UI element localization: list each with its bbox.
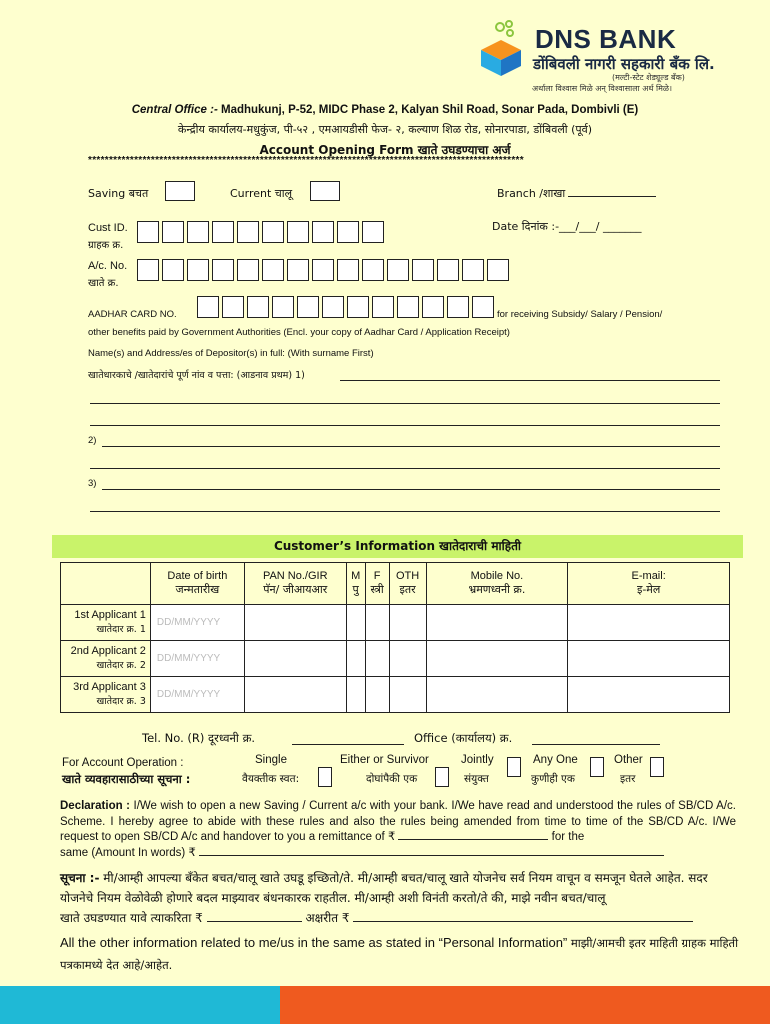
applicant-2-label: 2nd Applicant 2 खातेदार क्र. 2 [61,641,151,677]
single-label: Single [255,754,287,766]
applicant-3-oth[interactable] [389,677,426,713]
name-2-num: 2) [88,435,97,446]
applicant-3-m[interactable] [346,677,365,713]
declaration-text [60,799,736,861]
tel-label: Tel. No. (R) दूरध्वनी क्र. [142,731,256,745]
names-label: Name(s) and Address/es of Depositor(s) in full: (With surname First) [88,348,374,359]
bank-subtitle: (मल्टी-स्टेट शेड्यूल्ड बँक) [612,73,685,82]
branch-label: Branch /शाखा [497,187,566,200]
applicant-1-pan[interactable] [244,605,346,641]
name-1-line[interactable] [340,380,720,381]
office-tel-field[interactable] [532,744,660,745]
bank-logo-icon [476,20,526,76]
bank-tagline: अर्थाला विश्वास मिळे अन् विश्वासाला अर्थ मिळे। [532,84,672,93]
either-label-marathi: दोघांपैकी एक [366,773,418,785]
address-3-line[interactable] [90,511,720,512]
ac-no-label: A/c. No. [88,260,128,272]
applicant-3-f[interactable] [365,677,389,713]
other-label: Other [614,754,643,766]
address-1-line-a[interactable] [90,403,720,404]
bank-name: DNS BANK [535,24,677,54]
akshari-field[interactable] [353,912,693,922]
operation-label: For Account Operation : [62,757,184,769]
central-office-address-marathi: केन्द्रीय कार्यालय-मधुकुंज, पी-५२ , एमआयडीसी फेज- २, कल्याण शिळ रोड, सोनारपाडा, डोंबिवली (पूर्व) [177,123,593,136]
jointly-checkbox[interactable] [507,757,521,777]
m-header: M पु [346,563,365,605]
applicant-1-mobile[interactable] [426,605,568,641]
anyone-label: Any One [533,754,578,766]
table-row [61,605,730,641]
jointly-label-marathi: संयुक्त [464,773,489,785]
applicant-2-pan[interactable] [244,641,346,677]
name-3-num: 3) [88,478,97,489]
applicant-3-pan[interactable] [244,677,346,713]
form-title: Account Opening Form खाते उघडण्याचा अर्ज [259,143,511,157]
applicant-2-oth[interactable] [389,641,426,677]
cust-id-label-marathi: ग्राहक क्र. [88,240,124,251]
blank-header-cell [61,563,151,605]
anyone-checkbox[interactable] [590,757,604,777]
saving-checkbox[interactable] [165,181,195,201]
bank-name-marathi: डोंबिवली नागरी सहकारी बँक लि. [533,55,715,73]
date-field[interactable]: Date दिनांक :-___/___/ _______ [492,220,642,233]
suchana-title: सूचना :- [60,871,100,885]
applicant-1-f[interactable] [365,605,389,641]
applicant-2-f[interactable] [365,641,389,677]
other-label-marathi: इतर [620,773,636,785]
email-header: E-mail: इ-मेल [568,563,730,605]
suchana-end: खाते उघडण्यात यावे त्याकरिता ₹ [60,911,203,925]
oth-header: OTH इतर [389,563,426,605]
name-2-line[interactable] [102,446,720,447]
cust-id-label: Cust ID. [88,222,128,234]
tel-field[interactable] [292,744,404,745]
suchana-amount-field[interactable] [207,912,302,922]
suchana-body: मी/आम्ही आपल्या बँकेत बचत/चालू खाते उघडू इच्छितो/ते. मी/आम्ही बचत/चालू खाते योजनेच सर्व नियम वाचून व समजून घेतले आहेत. सदर योजनेचे नियम वेळोवेळी होणारे बदल माझ्यावर बंधनकारक राहतील. मी/आम्ही अशी विनंती करतो/ते की, माझे नवीन बचत/चालू [60,871,708,905]
for-the-text: for the [551,831,585,843]
declaration-body: I/We wish to open a new Saving / Current a/c with your bank. I/We have read and understood the rules of SB/CD A/c. Scheme. I hereby agree to abide with these rules and also the rules being amended from time to time of the SB/CD A/c. I/We request to open SB/CD A/c and handover to you a remittance of ₹ [60,800,736,843]
all-info-english: All the other information related to me/us in the same as stated in “Personal Information” [60,935,568,950]
amount-in-words-label: same (Amount In words) ₹ [60,846,196,859]
applicant-2-m[interactable] [346,641,365,677]
ac-no-boxes[interactable] [137,259,512,281]
akshari-label: अक्षरीत ₹ [305,911,350,925]
footer-bar-blue [0,986,280,1024]
central-office-label: Central Office :- [131,104,218,116]
applicant-3-mobile[interactable] [426,677,568,713]
aadhar-note-2: other benefits paid by Government Authorities (Encl. your copy of Aadhar Card / Application Receipt) [88,327,510,338]
dob-header: Date of birth जन्मतारीख [150,563,244,605]
applicant-3-email[interactable] [568,677,730,713]
remittance-amount-field[interactable] [398,830,548,840]
applicant-2-mobile[interactable] [426,641,568,677]
aadhar-label: AADHAR CARD NO. [88,309,177,320]
aadhar-note: for receiving Subsidy/ Salary / Pension/ [497,309,663,320]
amount-in-words-field[interactable] [199,846,664,856]
office-tel-label: Office (कार्यालय) क्र. [414,731,513,745]
table-row [61,641,730,677]
other-checkbox[interactable] [650,757,664,777]
saving-label: Saving बचत [88,187,149,200]
separator-stars: ******************************************************************************************************** [88,155,524,166]
declaration-title: Declaration : [60,800,130,812]
suchana-text [60,868,740,928]
anyone-label-marathi: कुणीही एक [531,773,575,785]
either-checkbox[interactable] [435,767,449,787]
branch-field[interactable] [568,196,656,197]
current-checkbox[interactable] [310,181,340,201]
address-1-line-b[interactable] [90,425,720,426]
applicant-1-m[interactable] [346,605,365,641]
either-label: Either or Survivor [340,754,429,766]
ac-no-label-marathi: खाते क्र. [88,278,119,289]
applicant-2-email[interactable] [568,641,730,677]
applicant-2-dob[interactable]: DD/MM/YYYY [150,641,244,677]
jointly-label: Jointly [461,754,494,766]
mobile-header: Mobile No. भ्रमणध्वनी क्र. [426,563,568,605]
applicant-3-label: 3rd Applicant 3 खातेदार क्र. 3 [61,677,151,713]
names-label-marathi: खातेधारकाचे /खातेदारांचे पूर्ण नांव व पत्ता: (आडनाव प्रथम) 1) [88,370,305,381]
single-checkbox[interactable] [318,767,332,787]
central-office-text: Madhukunj, P-52, MIDC Phase 2, Kalyan Shil Road, Sonar Pada, Dombivli (E) [220,104,639,116]
current-label: Current चालू [230,187,293,200]
name-3-line[interactable] [102,489,720,490]
footer-bar-orange [280,986,770,1024]
address-2-line[interactable] [90,468,720,469]
table-row [61,677,730,713]
aadhar-boxes[interactable] [197,296,497,318]
applicant-1-oth[interactable] [389,605,426,641]
pan-header: PAN No./GIR पॅन/ जीआयआर [244,563,346,605]
cust-id-boxes[interactable] [137,221,387,243]
operation-label-marathi: खाते व्यवहारासाठीच्या सूचना : [62,772,191,786]
single-label-marathi: वैयक्तीक स्वत: [242,773,300,785]
applicant-3-dob[interactable]: DD/MM/YYYY [150,677,244,713]
applicant-1-email[interactable] [568,605,730,641]
central-office-address [0,104,770,116]
customer-info-title: Customer’s Information खातेदाराची माहिती [52,535,743,558]
all-info-marathi: माझी/आमची इतर माहिती ग्राहक माहिती पत्रकामध्ये देत आहे/आहेत. [60,936,739,972]
all-info-text [60,932,740,976]
customer-info-table [60,562,730,713]
f-header: F स्त्री [365,563,389,605]
applicant-1-label: 1st Applicant 1 खातेदार क्र. 1 [61,605,151,641]
applicant-1-dob[interactable]: DD/MM/YYYY [150,605,244,641]
